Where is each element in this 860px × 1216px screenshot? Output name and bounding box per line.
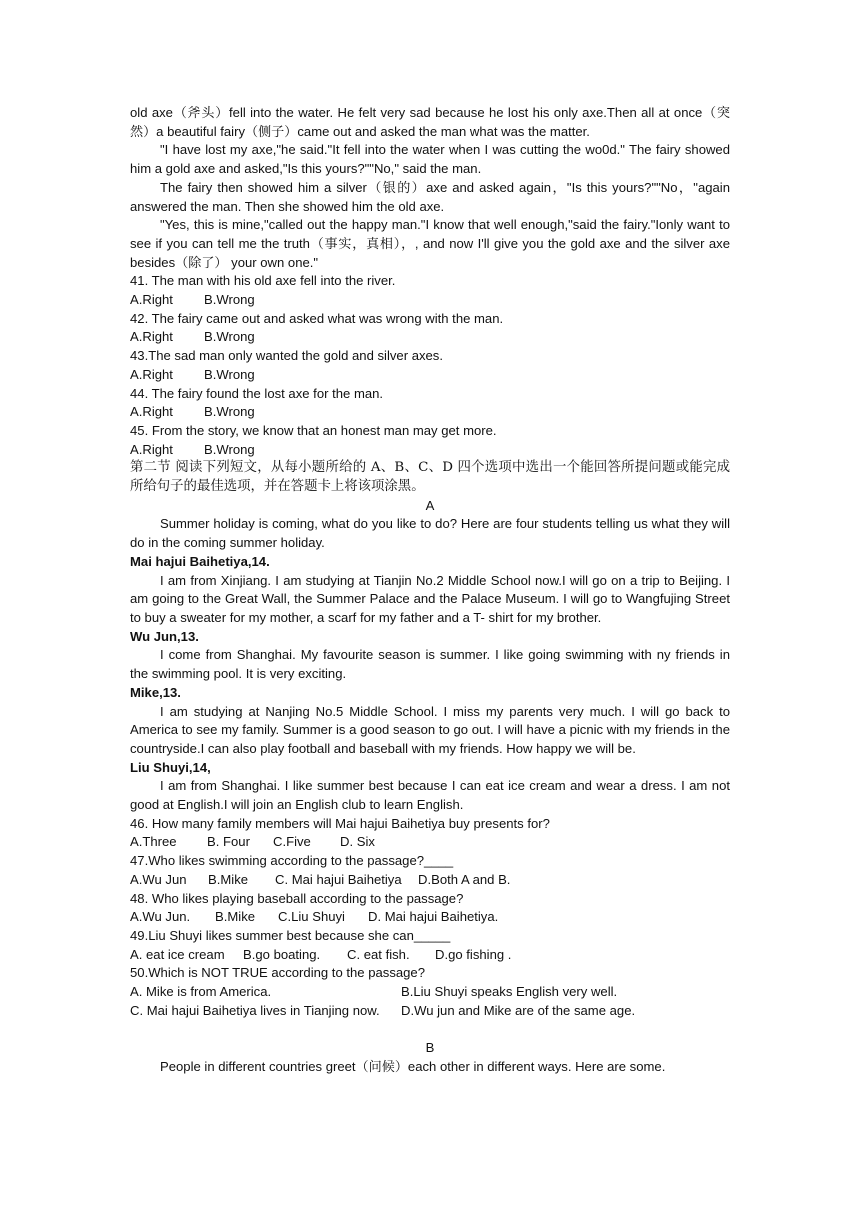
passage-a-label: A xyxy=(425,497,435,513)
question-48-options xyxy=(130,908,730,927)
option-b: B.Wrong xyxy=(204,404,255,420)
option-b: B. Four xyxy=(207,834,250,850)
option-b: B.Mike xyxy=(208,871,249,887)
student-name: Liu Shuyi,14, xyxy=(130,759,211,775)
question-42: 42. The fairy came out and asked what was wrong with the man. xyxy=(130,310,504,326)
question-41-options xyxy=(130,291,730,310)
question-43: 43.The sad man only wanted the gold and silver axes. xyxy=(130,348,443,364)
option-a: A.Right xyxy=(130,366,173,382)
option-a: A.Three xyxy=(130,834,177,850)
option-a: A. Mike is from America. xyxy=(130,984,272,1000)
option-d: D.Both A and B. xyxy=(418,871,511,887)
option-b: B.Wrong xyxy=(204,292,255,308)
question-46: 46. How many family members will Mai hajui Baihetiya buy presents for? xyxy=(130,815,550,831)
option-a: A.Right xyxy=(130,329,173,345)
option-a: A.Right xyxy=(130,404,173,420)
question-50: 50.Which is NOT TRUE according to the passage? xyxy=(130,965,425,981)
passage-a-intro: Summer holiday is coming, what do you like to do? Here are four students telling us what they will do in the coming summer holiday. xyxy=(130,516,730,551)
option-b: B.Wrong xyxy=(204,329,255,345)
option-b: B.go boating. xyxy=(243,946,321,962)
story-paragraph-3: The fairy then showed him a silver（银的）axe and asked again，"Is this yours?""No，"again answered the man. Then she showed him the old axe. xyxy=(130,179,730,214)
option-b: B.Wrong xyxy=(204,366,255,382)
question-44-options xyxy=(130,403,730,422)
option-a: A.Wu Jun xyxy=(130,871,187,887)
option-a: A.Right xyxy=(130,441,173,457)
passage-b-intro: People in different countries greet（问候）each other in different ways. Here are some. xyxy=(160,1058,666,1074)
question-45: 45. From the story, we know that an honest man may get more. xyxy=(130,422,497,438)
story-paragraph-2: "I have lost my axe,"he said."It fell into the water when I was cutting the wo0d." The fairy showed him a gold axe and asked,"Is this yours?""No," said the man. xyxy=(130,142,730,177)
question-47: 47.Who likes swimming according to the passage?____ xyxy=(130,853,454,869)
option-c: C.Five xyxy=(273,834,311,850)
option-d: D. Mai hajui Baihetiya. xyxy=(368,909,499,925)
student-name: Wu Jun,13. xyxy=(130,628,199,644)
option-c: C. Mai hajui Baihetiya xyxy=(275,871,402,887)
option-b: B.Wrong xyxy=(204,441,255,457)
student-text: I am from Xinjiang. I am studying at Tianjin No.2 Middle School now.I will go on a trip to Beijing. I am going to the Great Wall, the Summer Palace and the Palace Museum. I will go to Wangfujing Street to buy a sweater for my mother, a scarf for my father and a T- shirt for my brother. xyxy=(130,572,730,625)
question-45-options xyxy=(130,441,730,460)
student-text: I come from Shanghai. My favourite season is summer. I like going swimming with ny friends in the swimming pool. It is very exciting. xyxy=(130,647,730,682)
option-d: D. Six xyxy=(340,834,375,850)
question-44: 44. The fairy found the lost axe for the man. xyxy=(130,385,384,401)
section-2-instruction: 第二节 阅读下列短文，从每小题所给的 A、B、C、D 四个选项中选出一个能回答所提问题或能完成所给句子的最佳选项，并在答题卡上将该项涂黑。 xyxy=(130,460,730,495)
student-name: Mike,13. xyxy=(130,684,181,700)
student-text: I am studying at Nanjing No.5 Middle School. I miss my parents very much. I will go back to America to see my family. Summer is a good season to go out. I will have a picnic with my friends in the countryside.I can also play football and baseball with my friends. How happy we will be. xyxy=(130,703,730,756)
question-49-options xyxy=(130,946,730,965)
story-paragraph-1: old axe（斧头）fell into the water. He felt very sad because he lost his only axe.Then all at once（突然）a beautiful fairy（侧子）came out and asked the man what was the matter. xyxy=(130,105,730,139)
question-46-options xyxy=(130,833,730,852)
option-a: A. eat ice cream xyxy=(130,946,225,962)
option-c: C.Liu Shuyi xyxy=(278,909,345,925)
exam-page xyxy=(130,104,730,1077)
story-paragraph-4: "Yes, this is mine,"called out the happy man."I know that well enough,"said the fairy."Ionly want to see if you can tell me the truth（事实，真相），, and now I'll give you the gold axe and the silver axe besides（除了） your own one." xyxy=(130,217,730,270)
question-42-options xyxy=(130,328,730,347)
option-a: A.Wu Jun. xyxy=(130,909,191,925)
option-b: B.Mike xyxy=(215,909,256,925)
question-48: 48. Who likes playing baseball according to the passage? xyxy=(130,890,464,906)
student-text: I am from Shanghai. I like summer best because I can eat ice cream and wear a dress. I am not good at English.I will join an English club to learn English. xyxy=(130,778,730,813)
option-d: D.Wu jun and Mike are of the same age. xyxy=(401,1002,636,1018)
spacer xyxy=(130,1020,730,1039)
option-b: B.Liu Shuyi speaks English very well. xyxy=(401,984,618,1000)
passage-b-label: B xyxy=(425,1040,435,1056)
question-49: 49.Liu Shuyi likes summer best because she can_____ xyxy=(130,927,451,943)
option-c: C. eat fish. xyxy=(347,946,410,962)
option-c: C. Mai hajui Baihetiya lives in Tianjing now. xyxy=(130,1002,380,1018)
question-43-options xyxy=(130,366,730,385)
question-50-options-row-1 xyxy=(130,983,730,1002)
option-a: A.Right xyxy=(130,292,173,308)
question-50-options-row-2 xyxy=(130,1002,730,1021)
student-name: Mai hajui Baihetiya,14. xyxy=(130,553,270,569)
question-41: 41. The man with his old axe fell into the river. xyxy=(130,273,396,289)
option-d: D.go fishing . xyxy=(435,946,512,962)
question-47-options xyxy=(130,871,730,890)
